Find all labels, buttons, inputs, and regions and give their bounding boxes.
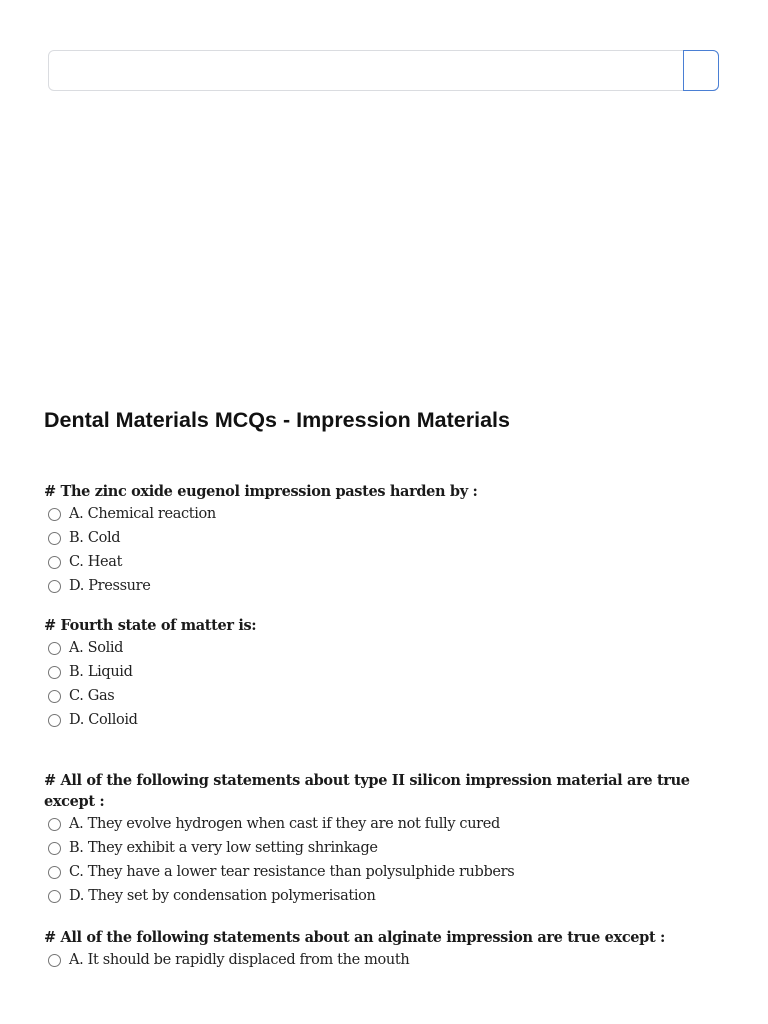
answer-option[interactable] <box>44 836 730 860</box>
question-block <box>44 927 730 972</box>
answer-option[interactable] <box>44 812 730 836</box>
answer-option[interactable] <box>44 636 730 660</box>
question-text: # All of the following statements about type II silicon impression material are true except : <box>44 772 690 810</box>
answer-option[interactable] <box>44 550 730 574</box>
radio-button[interactable] <box>48 690 61 703</box>
option-label: D. Pressure <box>69 578 151 594</box>
option-label: B. They exhibit a very low setting shrinkage <box>69 840 378 856</box>
search-button[interactable] <box>683 50 719 91</box>
radio-button[interactable] <box>48 580 61 593</box>
answer-option[interactable] <box>44 660 730 684</box>
option-label: D. Colloid <box>69 712 138 728</box>
search-input[interactable] <box>49 51 683 90</box>
radio-button[interactable] <box>48 954 61 967</box>
answer-option[interactable] <box>44 948 730 972</box>
radio-button[interactable] <box>48 508 61 521</box>
radio-button[interactable] <box>48 714 61 727</box>
question-block <box>44 770 730 908</box>
answer-option[interactable] <box>44 884 730 908</box>
option-label: B. Cold <box>69 530 121 546</box>
question-block <box>44 481 730 598</box>
radio-button[interactable] <box>48 890 61 903</box>
option-label: D. They set by condensation polymerisation <box>69 888 376 904</box>
answer-option[interactable] <box>44 502 730 526</box>
radio-button[interactable] <box>48 666 61 679</box>
answer-option[interactable] <box>44 708 730 732</box>
radio-button[interactable] <box>48 642 61 655</box>
radio-button[interactable] <box>48 842 61 855</box>
radio-button[interactable] <box>48 556 61 569</box>
option-label: A. They evolve hydrogen when cast if they are not fully cured <box>69 816 500 832</box>
option-label: C. Heat <box>69 554 123 570</box>
option-label: A. Chemical reaction <box>69 506 216 522</box>
option-label: A. Solid <box>69 640 124 656</box>
answer-option[interactable] <box>44 684 730 708</box>
question-block <box>44 615 730 732</box>
option-label: C. Gas <box>69 688 115 704</box>
radio-button[interactable] <box>48 818 61 831</box>
search-bar <box>48 50 719 91</box>
question-text: # All of the following statements about an alginate impression are true except : <box>44 929 666 946</box>
answer-option[interactable] <box>44 860 730 884</box>
radio-button[interactable] <box>48 866 61 879</box>
question-text: # Fourth state of matter is: <box>44 617 257 634</box>
option-label: A. It should be rapidly displaced from the mouth <box>69 952 410 968</box>
option-label: B. Liquid <box>69 664 133 680</box>
option-label: C. They have a lower tear resistance than polysulphide rubbers <box>69 864 515 880</box>
question-text: # The zinc oxide eugenol impression pastes harden by : <box>44 483 478 500</box>
page-title: Dental Materials MCQs - Impression Materials <box>44 408 510 432</box>
answer-option[interactable] <box>44 574 730 598</box>
radio-button[interactable] <box>48 532 61 545</box>
answer-option[interactable] <box>44 526 730 550</box>
